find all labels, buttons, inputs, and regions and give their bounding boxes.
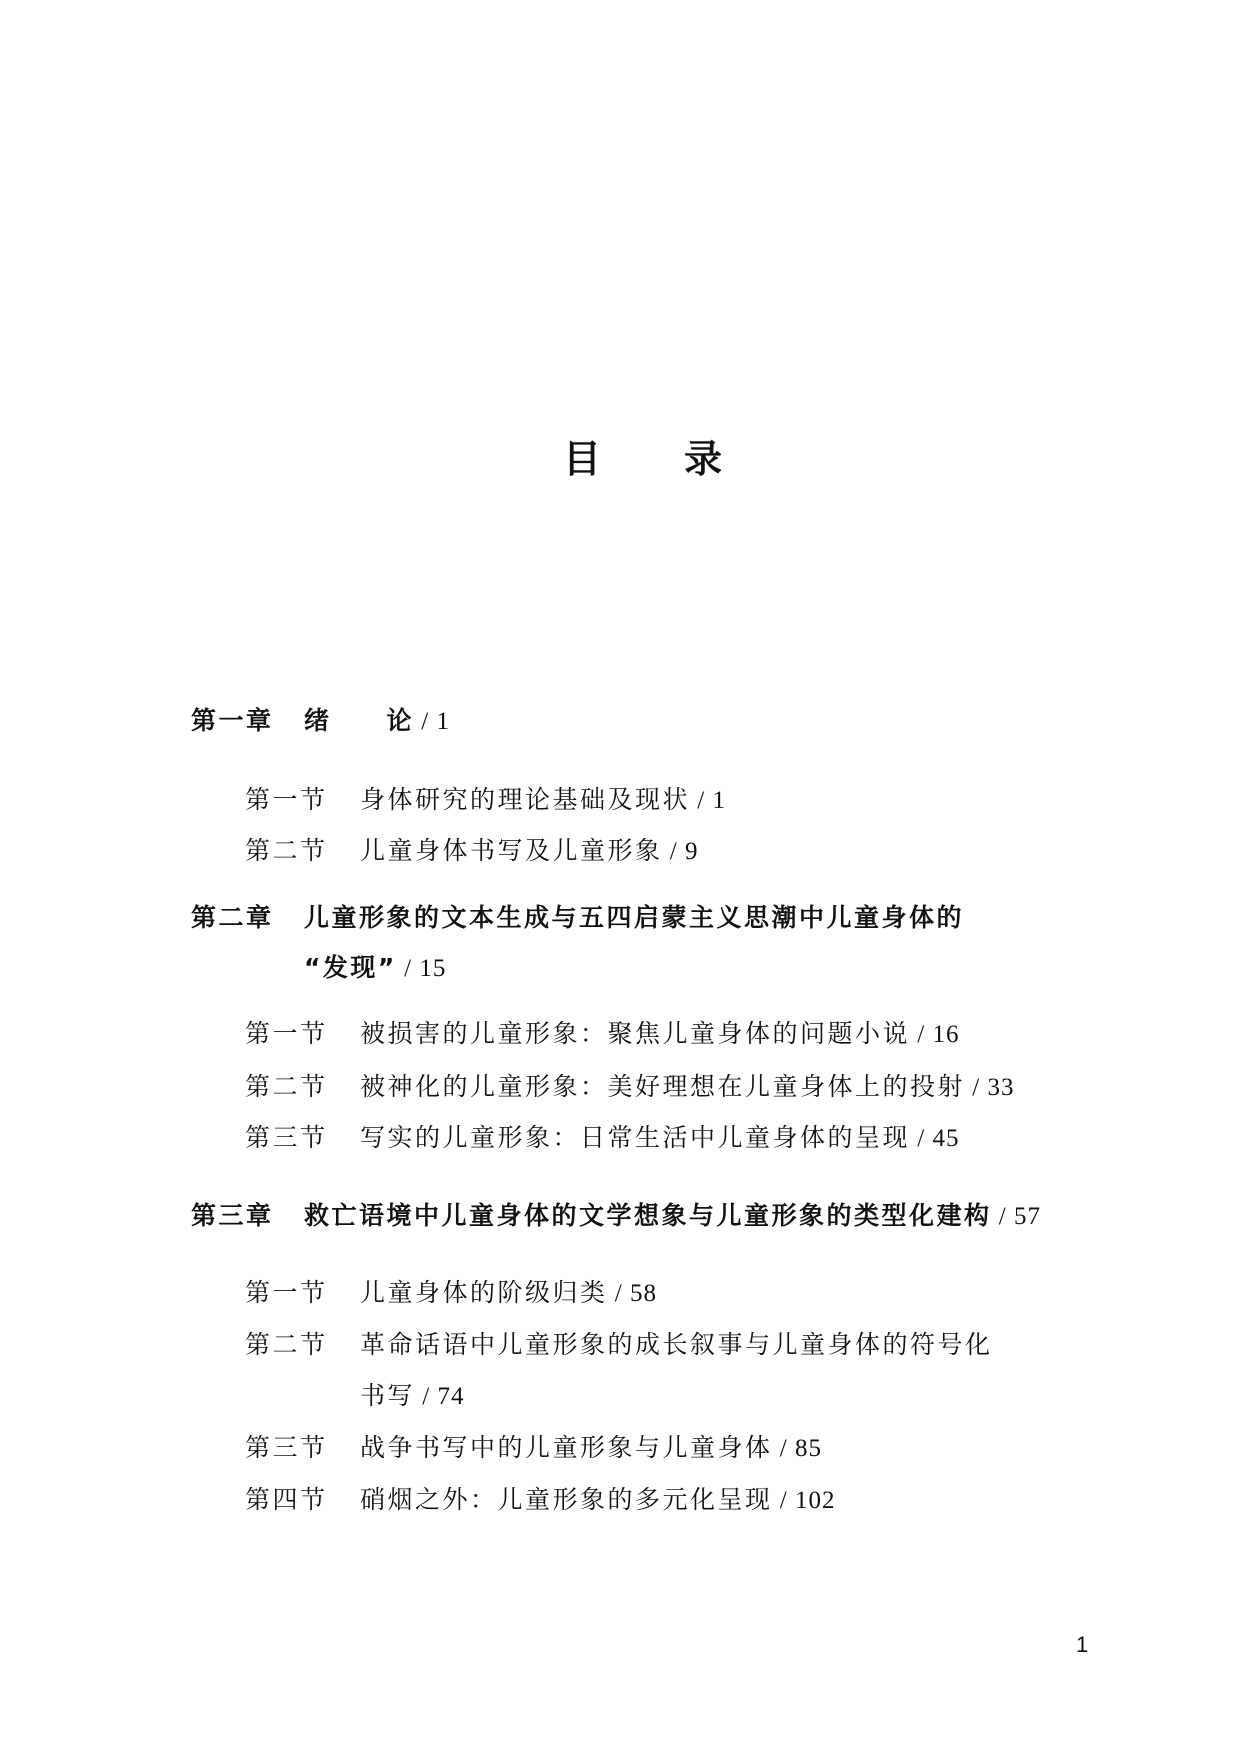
section-title: 写实的儿童形象：日常生活中儿童身体的呈现 <box>360 1123 911 1152</box>
chapter-title: 儿童形象的文本生成与五四启蒙主义思潮中儿童身体的 <box>304 903 965 932</box>
section-title: 被损害的儿童形象：聚焦儿童身体的问题小说 <box>360 1019 911 1048</box>
page-ref: / 57 <box>991 1203 1041 1230</box>
page-ref: / 74 <box>415 1383 465 1410</box>
chapter-title-cont: “发现” <box>304 953 397 982</box>
section-label: 第一节 <box>245 785 328 814</box>
page-ref: / 102 <box>772 1487 836 1514</box>
section-title: 战争书写中的儿童形象与儿童身体 <box>360 1433 773 1462</box>
chapter-title: 救亡语境中儿童身体的文学想象与儿童形象的类型化建构 <box>304 1201 992 1230</box>
section-label: 第二节 <box>245 1072 328 1101</box>
page-ref: / 1 <box>414 708 450 735</box>
section-title: 儿童身体的阶级归类 <box>360 1278 608 1307</box>
page-ref: / 15 <box>396 955 447 982</box>
page-ref: / 9 <box>662 838 699 865</box>
page-number: 1 <box>1076 1632 1089 1657</box>
section-title: 硝烟之外：儿童形象的多元化呈现 <box>360 1485 773 1514</box>
page-ref: / 85 <box>772 1435 822 1462</box>
section-title-cont: 书写 <box>360 1381 416 1410</box>
section-label: 第三节 <box>245 1433 328 1462</box>
section-label: 第三节 <box>245 1123 328 1152</box>
toc-title-char-1: 目 <box>563 437 602 481</box>
section-label: 第四节 <box>245 1485 328 1514</box>
section-title: 儿童身体书写及儿童形象 <box>360 836 663 865</box>
section-title: 身体研究的理论基础及现状 <box>360 785 691 814</box>
section-label: 第一节 <box>245 1019 328 1048</box>
chapter-title: 绪 论 <box>304 706 415 735</box>
section-title: 革命话语中儿童形象的成长叙事与儿童身体的符号化 <box>360 1330 993 1359</box>
section-label: 第二节 <box>245 1330 328 1359</box>
chapter-label: 第二章 <box>191 903 274 932</box>
section-label: 第一节 <box>245 1278 328 1307</box>
page-ref: / 1 <box>690 787 726 814</box>
page-ref: / 16 <box>910 1021 960 1048</box>
toc-title-char-2: 录 <box>684 437 723 481</box>
page-ref: / 45 <box>910 1125 960 1152</box>
section-label: 第二节 <box>245 836 328 865</box>
section-title: 被神化的儿童形象：美好理想在儿童身体上的投射 <box>360 1072 966 1101</box>
chapter-label: 第一章 <box>191 706 274 735</box>
chapter-label: 第三章 <box>191 1201 274 1230</box>
page-ref: / 33 <box>965 1074 1015 1101</box>
page-ref: / 58 <box>607 1280 657 1307</box>
